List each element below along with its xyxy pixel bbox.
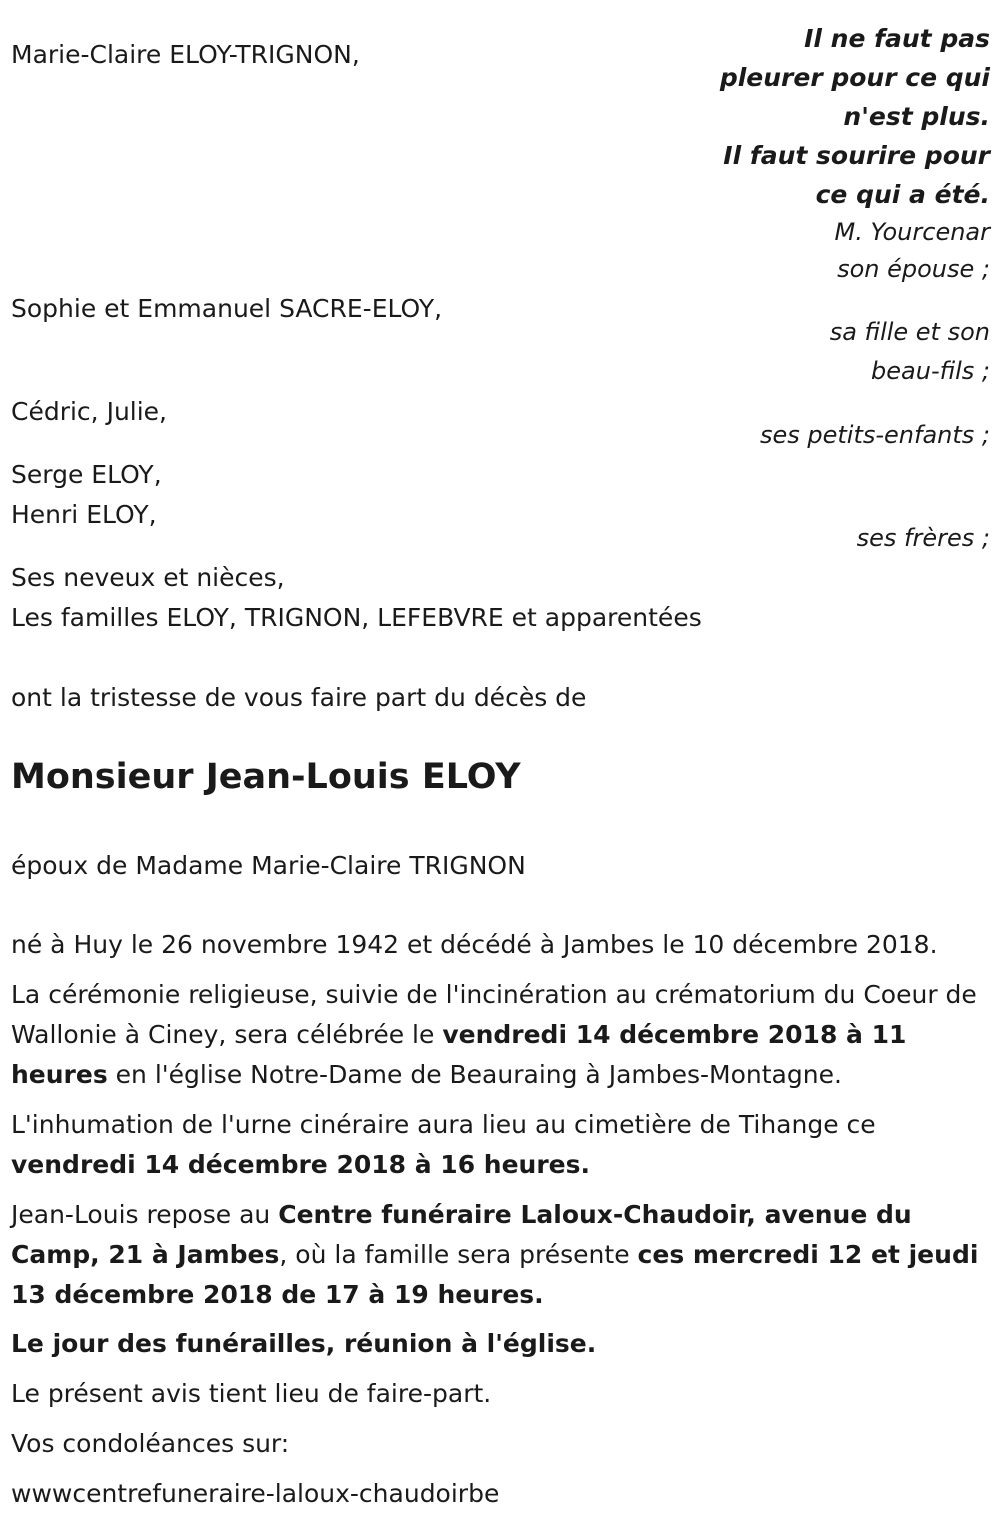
quote-line: n'est plus. [843,102,990,131]
inhumation-paragraph: L'inhumation de l'urne cinéraire aura lieu au cimetière de Tihange ce vendredi 14 décembre 2018 à 16 heures. [11,1110,876,1179]
family-relation: son épouse ; [837,255,990,283]
announcement: ont la tristesse de vous faire part du décès de [11,683,587,712]
quote-line: ce qui a été. [815,180,990,209]
family-name: Les familles ELOY, TRIGNON, LEFEBVRE et apparentées [11,603,702,632]
notice: Le présent avis tient lieu de faire-part. [11,1379,492,1408]
family-name: Cédric, Julie, [11,397,168,426]
family-relation: beau-fils ; [871,357,990,385]
quote-line: pleurer pour ce qui [719,63,990,92]
family-relation: ses frères ; [856,524,990,552]
family-name: Marie-Claire ELOY-TRIGNON, [11,40,360,69]
quote-author: M. Yourcenar [834,218,990,246]
family-name: Henri ELOY, [11,500,157,529]
website-link[interactable]: wwwcentrefuneraire-laloux-chaudoirbe [11,1479,500,1508]
family-relation: sa fille et son [829,318,990,346]
quote-line: Il ne faut pas [804,24,990,53]
spouse-line: époux de Madame Marie-Claire TRIGNON [11,851,526,880]
condolences-label: Vos condoléances sur: [11,1429,290,1458]
repose-paragraph: Jean-Louis repose au Centre funéraire Laloux-Chaudoir, avenue du Camp, 21 à Jambes, où la famille sera présente ces mercredi 12 et jeudi 13 décembre 2018 de 17 à 19 heures. [11,1200,979,1309]
family-name: Serge ELOY, [11,460,162,489]
family-name: Ses neveux et nièces, [11,563,285,592]
family-name: Sophie et Emmanuel SACRE-ELOY, [11,294,443,323]
ceremony-paragraph: La cérémonie religieuse, suivie de l'incinération au crématorium du Coeur de Wallonie à Ciney, sera célébrée le vendredi 14 décembre 2018 à 11 heures en l'église Notre-Dame de Beauraing à Jambes-Montagne. [11,980,977,1089]
quote-line: Il faut sourire pour [723,141,990,170]
deceased-name: Monsieur Jean-Louis ELOY [11,757,521,797]
funeral-day: Le jour des funérailles, réunion à l'église. [11,1329,597,1358]
family-relation: ses petits-enfants ; [759,421,990,449]
birth-death: né à Huy le 26 novembre 1942 et décédé à Jambes le 10 décembre 2018. [11,930,938,959]
